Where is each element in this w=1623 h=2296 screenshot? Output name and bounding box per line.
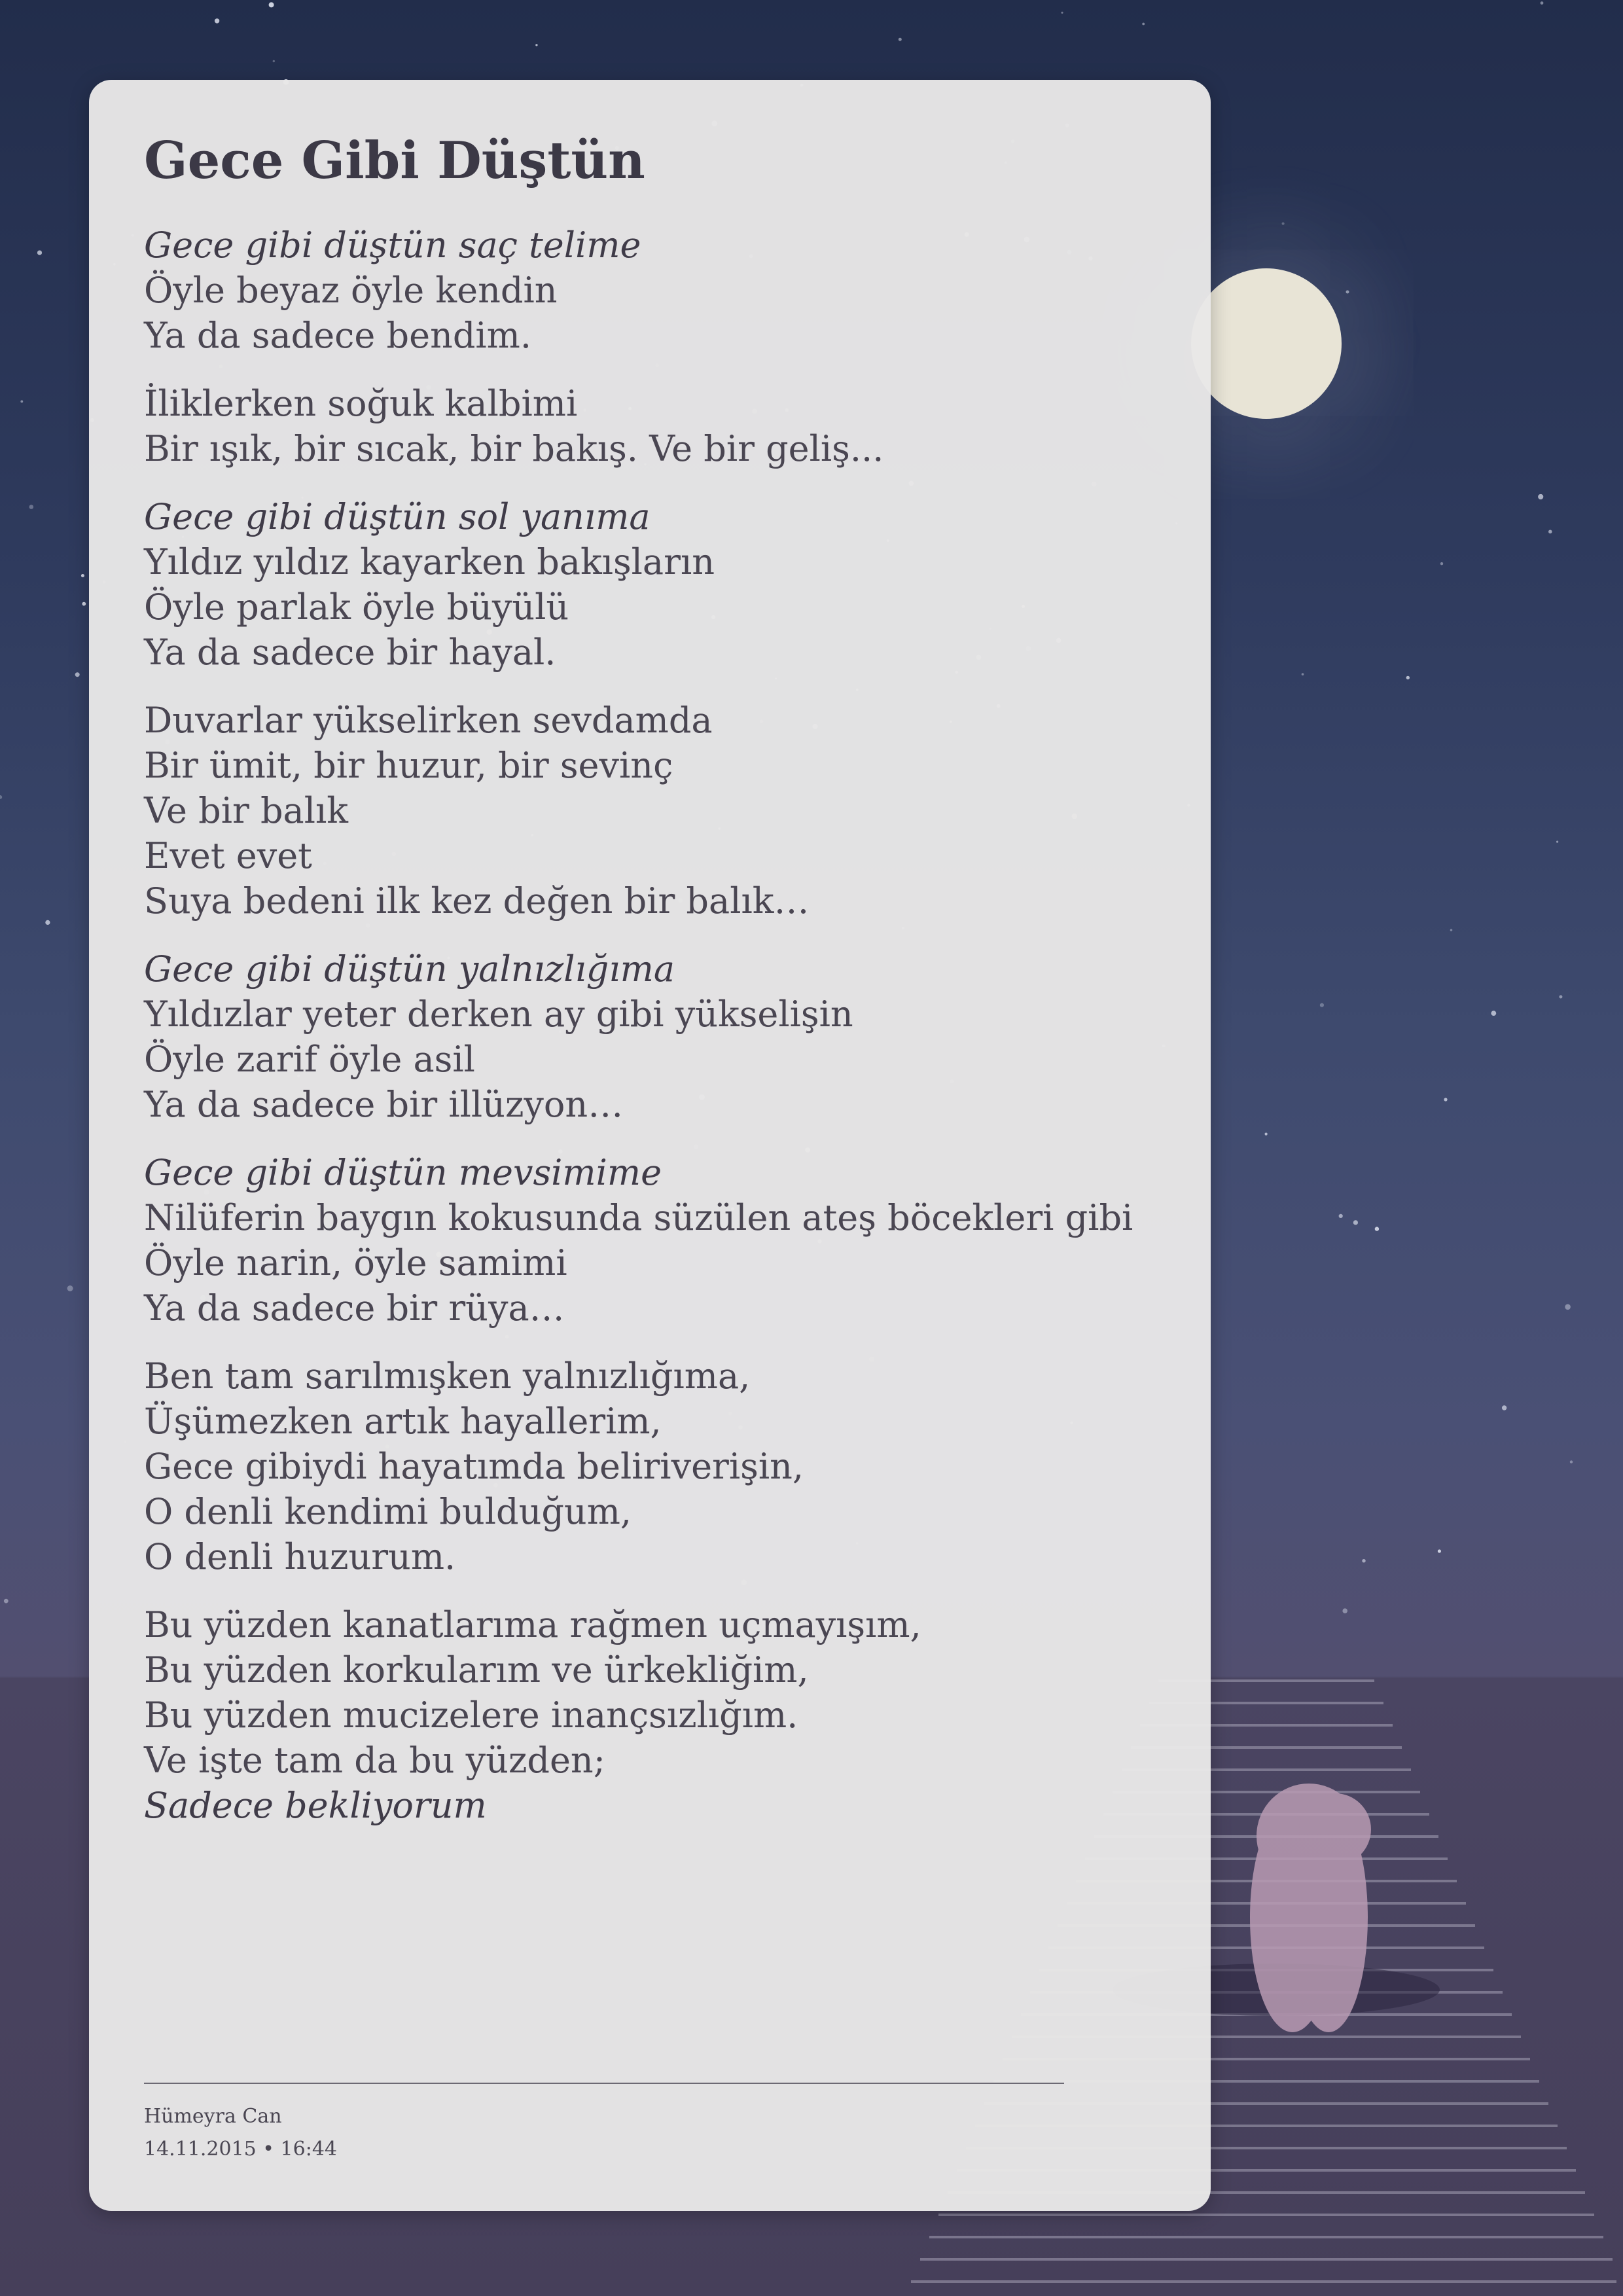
- poem-line: Suya bedeni ilk kez değen bir balık…: [144, 880, 810, 922]
- star-icon: [0, 795, 2, 799]
- poem-line: Ya da sadece bendim.: [144, 315, 532, 356]
- poem-line: Gece gibiydi hayatımda beliriverişin,: [144, 1446, 804, 1487]
- star-icon: [1320, 1003, 1324, 1007]
- star-icon: [1548, 530, 1552, 534]
- poem-line: Bu yüzden korkularım ve ürkekliğim,: [144, 1649, 809, 1691]
- poem-line: Öyle parlak öyle büyülü: [144, 586, 569, 628]
- star-icon: [81, 574, 84, 577]
- moon-icon: [1191, 268, 1342, 419]
- poem-line: Ve bir balık: [144, 790, 349, 831]
- star-icon: [1559, 996, 1562, 999]
- star-icon: [1339, 1214, 1343, 1218]
- poem-line: Üşümezken artık hayallerim,: [144, 1401, 662, 1442]
- poem-line: Öyle narin, öyle samimi: [144, 1242, 567, 1283]
- poem-line: Gece gibi düştün saç telime: [144, 224, 641, 266]
- poem-line: Öyle beyaz öyle kendin: [144, 270, 558, 311]
- poem-stanza: [144, 223, 1152, 358]
- poem-line: Sadece bekliyorum: [144, 1785, 487, 1826]
- star-icon: [1282, 223, 1285, 225]
- star-icon: [535, 44, 537, 46]
- star-icon: [1556, 841, 1558, 843]
- poem-line: Ya da sadece bir hayal.: [144, 632, 556, 673]
- poem-line: Gece gibi düştün mevsimime: [144, 1152, 662, 1193]
- star-icon: [1440, 562, 1443, 565]
- poem-line: Gece gibi düştün sol yanıma: [144, 496, 651, 537]
- poem-line: Ya da sadece bir rüya…: [144, 1287, 565, 1329]
- poem-line: Nilüferin baygın kokusunda süzülen ateş böcekleri gibi: [144, 1197, 1133, 1238]
- poem-stanza: [144, 1354, 1152, 1579]
- star-icon: [1541, 1, 1544, 5]
- star-icon: [75, 672, 80, 677]
- poem-line: Bir ışık, bir sıcak, bir bakış. Ve bir geliş...: [144, 428, 884, 469]
- poem-line: Ve işte tam da bu yüzden;: [144, 1740, 605, 1781]
- poem-title: Gece Gibi Düştün: [144, 131, 645, 190]
- poem-line: Ya da sadece bir illüzyon…: [144, 1084, 624, 1125]
- poem-line: İliklerken soğuk kalbimi: [144, 383, 578, 424]
- star-icon: [1570, 1460, 1573, 1463]
- couple-figure-icon: [1250, 1784, 1371, 2032]
- star-icon: [1438, 1549, 1441, 1552]
- poem-line: O denli kendimi bulduğum,: [144, 1491, 632, 1532]
- star-icon: [1362, 1559, 1365, 1562]
- star-icon: [4, 1599, 9, 1604]
- poem-body: [144, 223, 1152, 1851]
- star-icon: [273, 60, 275, 62]
- poem-line: Ben tam sarılmışken yalnızlığıma,: [144, 1355, 751, 1397]
- star-icon: [67, 1285, 73, 1291]
- poem-card: [89, 80, 1211, 2211]
- star-icon: [1375, 1227, 1379, 1230]
- poem-line: O denli huzurum.: [144, 1536, 456, 1577]
- star-icon: [215, 18, 219, 23]
- poem-line: Yıldızlar yeter derken ay gibi yükselişin: [144, 994, 853, 1035]
- author-name: Hümeyra Can: [144, 2105, 282, 2128]
- star-icon: [1491, 1011, 1496, 1016]
- star-icon: [1302, 673, 1304, 675]
- post-date: 14.11.2015 • 16:44: [144, 2138, 337, 2161]
- star-icon: [1502, 1405, 1507, 1410]
- footer-divider: [144, 2083, 1064, 2084]
- poem-stanza: [144, 698, 1152, 924]
- star-icon: [1406, 676, 1410, 679]
- poem-line: Öyle zarif öyle asil: [144, 1039, 475, 1080]
- poem-stanza: [144, 494, 1152, 675]
- star-icon: [1538, 494, 1543, 499]
- star-icon: [1450, 929, 1453, 931]
- star-icon: [1342, 1608, 1347, 1613]
- poem-line: Duvarlar yükselirken sevdamda: [144, 700, 713, 741]
- poem-line: Bir ümit, bir huzur, bir sevinç: [144, 745, 673, 786]
- star-icon: [45, 920, 50, 925]
- star-icon: [1061, 12, 1063, 14]
- poem-line: Yıldız yıldız kayarken bakışların: [144, 541, 715, 583]
- poem-line: Bu yüzden kanatlarıma rağmen uçmayışım,: [144, 1604, 921, 1645]
- star-icon: [269, 2, 274, 7]
- star-icon: [1565, 1304, 1571, 1310]
- poem-line: Bu yüzden mucizelere inançsızlığım.: [144, 1695, 798, 1736]
- poem-stanza: [144, 381, 1152, 471]
- poem-stanza: [144, 1602, 1152, 1828]
- star-icon: [1346, 291, 1349, 294]
- star-icon: [29, 505, 34, 509]
- star-icon: [1353, 1220, 1358, 1225]
- star-icon: [1142, 23, 1145, 26]
- poem-line: Evet evet: [144, 835, 312, 876]
- poem-stanza: [144, 1150, 1152, 1331]
- star-icon: [899, 38, 902, 41]
- star-icon: [1444, 1098, 1447, 1101]
- poem-line: Gece gibi düştün yalnızlığıma: [144, 948, 675, 990]
- star-icon: [20, 401, 23, 403]
- star-icon: [1265, 1133, 1268, 1136]
- poem-stanza: [144, 946, 1152, 1127]
- star-icon: [37, 251, 42, 255]
- star-icon: [82, 602, 86, 606]
